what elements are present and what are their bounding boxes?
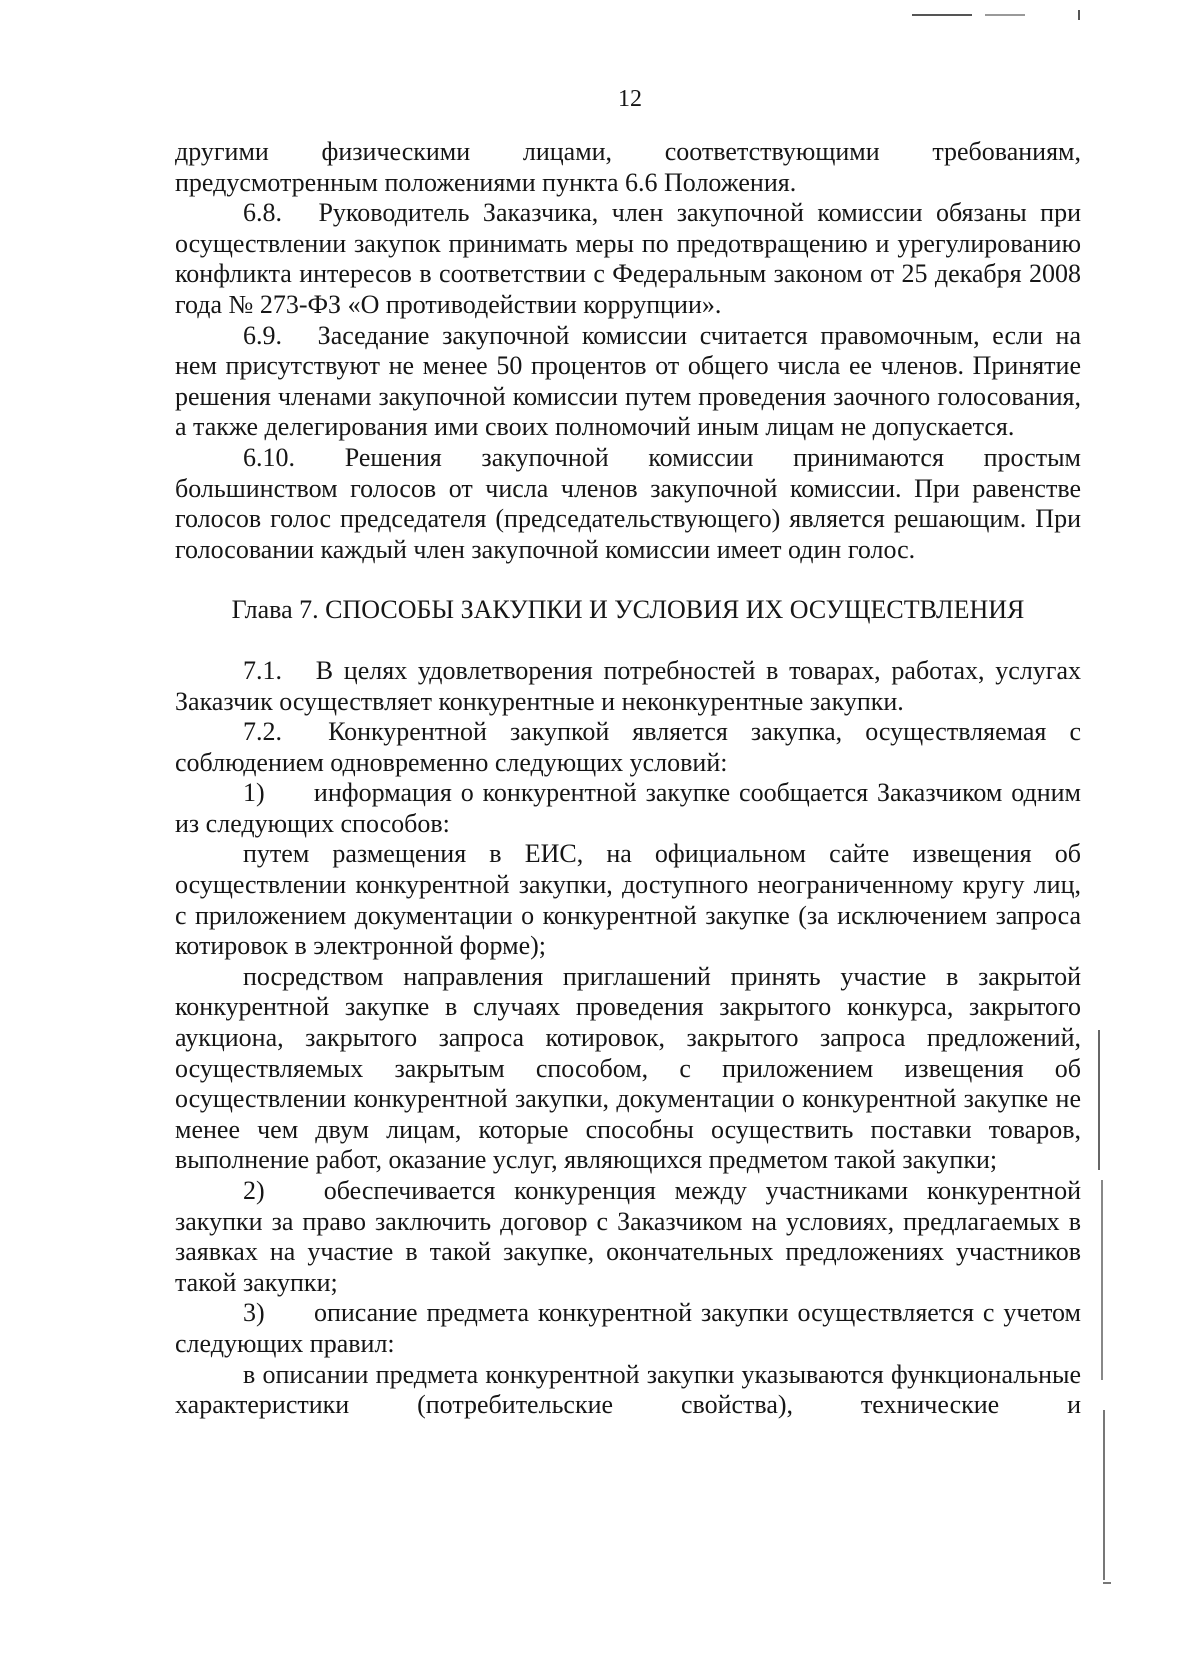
paragraph-6-9 — [175, 321, 1081, 443]
paragraph-subitem — [175, 839, 1081, 961]
paragraph-text: обеспечивается конкуренция между участниками конкурентной закупки за право заключить договор с Заказчиком на условиях, предлагаемых в заявках на участие в такой закупке, окончательных предложениях участников такой закупки; — [175, 1176, 1082, 1297]
paragraph-6-8 — [175, 198, 1081, 320]
paragraph-text: в описании предмета конкурентной закупки указываются функциональные характеристики (потребительские свойства), технические и — [175, 1359, 1081, 1420]
paragraph-6-10 — [175, 443, 1081, 565]
page-number: 12 — [618, 86, 642, 112]
scan-artifact-side — [1103, 1582, 1111, 1584]
paragraph-continuation — [175, 137, 1081, 198]
paragraph-text: В целях удовлетворения потребностей в товарах, работах, услугах Заказчик осуществляет конкурентные и неконкурентные закупки. — [175, 655, 1082, 716]
paragraph-7-1 — [175, 656, 1081, 717]
clause-number: 6.8. — [243, 198, 282, 228]
paragraph-text: Руководитель Заказчика, член закупочной комиссии обязаны при осуществлении закупок принимать меры по предотвращению и урегулированию конфликта интересов в соответствии с Федеральным законом от 25 декабря 2008 года № 273-ФЗ «О противодействии коррупции». — [175, 198, 1081, 319]
paragraph-subitem — [175, 962, 1081, 1176]
paragraph-text: другими физическими лицами, соответствующими требованиям, предусмотренным положениями пункта 6.6 Положения. — [175, 137, 1081, 197]
clause-number: 7.2. — [243, 717, 282, 747]
scan-artifact-side — [1098, 1030, 1100, 1170]
clause-number: 7.1. — [243, 655, 282, 685]
paragraph-text: Решения закупочной комиссии принимаются простым большинством голосов от числа членов закупочной комиссии. При равенстве голосов голос председателя (председательствующего) является решающим. При голосовании каждый член закупочной комиссии имеет один голос. — [175, 442, 1082, 564]
scan-artifact-top — [985, 14, 1025, 16]
paragraph-text: Конкурентной закупкой является закупка, осуществляемая с соблюдением одновременно следующих условий: — [175, 717, 1082, 777]
paragraph-7-2 — [175, 717, 1081, 778]
paragraph-text: путем размещения в ЕИС, на официальном сайте извещения об осуществлении конкурентной закупки, доступного неограниченному кругу лиц, с приложением документации о конкурентной закупке (за исключением запроса котировок в электронной форме); — [175, 839, 1081, 961]
paragraph-subitem — [175, 1360, 1081, 1421]
clause-number: 6.10. — [243, 442, 295, 472]
paragraph-text: посредством направления приглашений принять участие в закрытой конкурентной закупке в случаях проведения закрытого конкурса, закрытого аукциона, закрытого запроса котировок, закрытого запроса предложений, осуществляемых закрытым способом, с приложением извещения об осуществлении конкурентной закупки, документации о конкурентной закупке не менее чем двум лицам, которые способны осуществить поставки товаров, выполнение работ, оказание услуг, являющихся предметом такой закупки; — [175, 961, 1081, 1175]
scan-artifact-top — [1078, 10, 1080, 20]
paragraph-text: описание предмета конкурентной закупки осуществляется с учетом следующих правил: — [175, 1298, 1081, 1358]
chapter-heading: Глава 7. СПОСОБЫ ЗАКУПКИ И УСЛОВИЯ ИХ ОСУЩЕСТВЛЕНИЯ — [231, 595, 1025, 625]
list-item-3 — [175, 1298, 1081, 1359]
list-number: 2) — [243, 1176, 265, 1205]
paragraph-text: информация о конкурентной закупке сообщается Заказчиком одним из следующих способов: — [175, 778, 1081, 838]
paragraph-text: Заседание закупочной комиссии считается правомочным, если на нем присутствуют не менее 50 процентов от общего числа ее членов. Принятие решения членами закупочной комиссии путем проведения заочного голосования, а также делегирования ими своих полномочий иным лицам не допускается. — [175, 320, 1081, 442]
scan-artifact-side — [1103, 1410, 1105, 1580]
clause-number: 6.9. — [243, 320, 282, 350]
list-item-1 — [175, 778, 1081, 839]
list-item-2 — [175, 1176, 1081, 1298]
document-body — [175, 137, 1081, 1421]
list-number: 3) — [243, 1298, 265, 1328]
scan-artifact-top — [912, 14, 972, 16]
list-number: 1) — [243, 778, 265, 808]
scan-artifact-side — [1101, 1180, 1103, 1380]
